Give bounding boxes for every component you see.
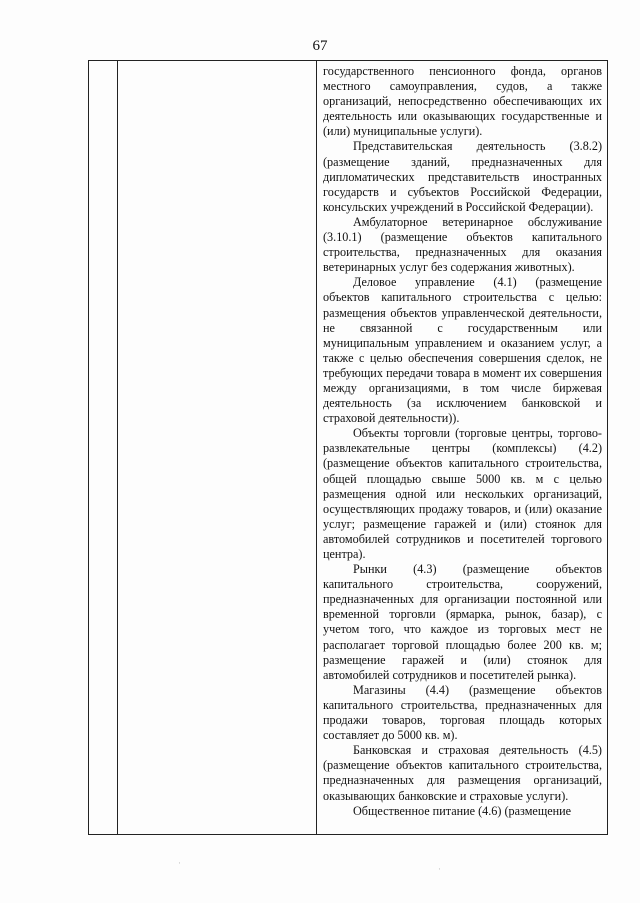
paragraph-business-management: Деловое управление (4.1) (размещение объектов капитального строительства с целью: размещения объектов управленческой деятельности, не связанной с государственным или муниципальным управлением и оказанием услуг, а также с целью обеспечения совершения сделок, не требующих передачи товара в момент их совершения между организациями, в том числе биржевая деятельность (за исключением банковской и страховой деятельности)). (323, 275, 602, 426)
column-divider-2 (316, 61, 317, 834)
permitted-use-cell (323, 64, 602, 819)
paragraph-pension-fund: государственного пенсионного фонда, органов местного самоуправления, судов, а также организаций, непосредственно обеспечивающих их деятельность или оказывающих государственные и (или) муниципальные услуги). (323, 64, 602, 139)
column-divider-1 (117, 61, 118, 834)
paragraph-banking-insurance: Банковская и страховая деятельность (4.5) (размещение объектов капитального строительства, предназначенных для размещения организаций, оказывающих банковские и страховые услуги). (323, 743, 602, 803)
scan-speck: · (178, 858, 181, 868)
paragraph-catering: Общественное питание (4.6) (размещение (353, 803, 572, 818)
page-number: 67 (312, 38, 328, 54)
paragraph-veterinary-service: Амбулаторное ветеринарное обслуживание (3.10.1) (размещение объектов капитального строительства, предназначенных для оказания ветеринарных услуг без содержания животных). (323, 214, 602, 275)
scan-speck: · (438, 864, 441, 874)
paragraph-markets: Рынки (4.3) (размещение объектов капитального строительства, сооружений, предназначенных для организации постоянной или временной торговли (ярмарка, рынок, базар), с учетом того, что каждое из торговых мест не располагает торговой площадью более 200 кв. м; размещение гаражей и (или) стоянок для автомобилей сотрудников и посетителей рынка). (323, 562, 602, 682)
paragraph-representative-activity: Представительская деятельность (3.8.2) (размещение зданий, предназначенных для дипломатических представительств иностранных государств и субъектов Российской Федерации, консульских учреждений в Российской Федерации). (323, 139, 602, 214)
zoning-table (88, 60, 608, 835)
paragraph-shops: Магазины (4.4) (размещение объектов капитального строительства, предназначенных для продажи товаров, торговая площадь которых составляет до 5000 кв. м). (323, 682, 602, 743)
paragraph-trade-objects: Объекты торговли (торговые центры, торгово-развлекательные центры (комплексы) (4.2) (размещение объектов капитального строительства, общей площадью свыше 5000 кв. м с целью размещения одной или нескольких организаций, осуществляющих продажу товаров, и (или) оказание услуг; размещение гаражей и (или) стоянок для автомобилей сотрудников и посетителей торгового центра). (323, 426, 602, 561)
